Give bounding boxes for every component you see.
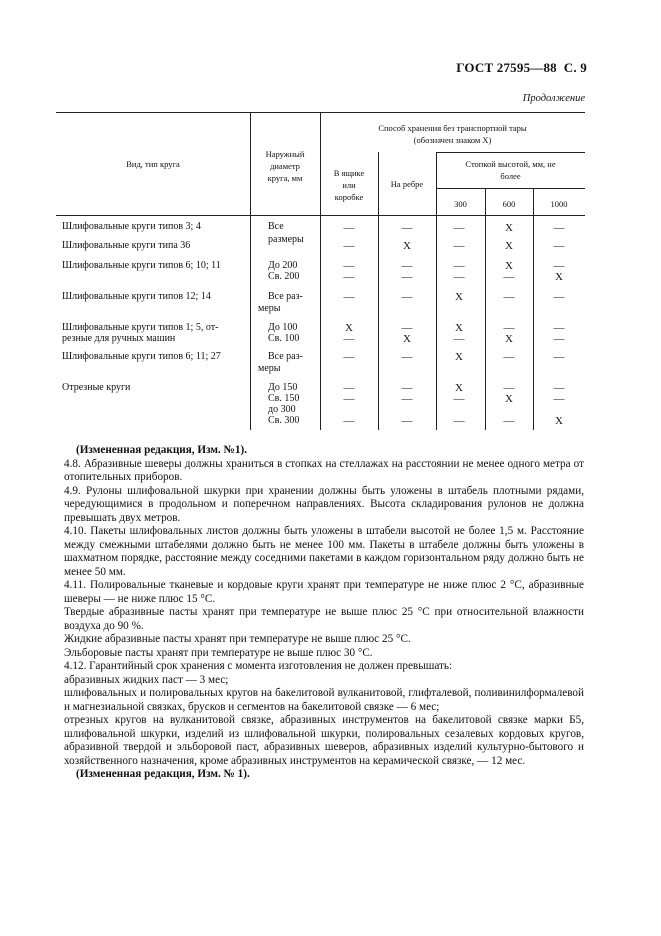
row-5-edge: — <box>401 351 413 363</box>
row-6-edge-0: — <box>401 382 413 394</box>
para-4-11-b: Твердые абразивные пасты хранят при температуре не выше плюс 25 °С при относительной влажности воздуха до 90 %. <box>64 606 584 632</box>
row-0-box: — <box>343 222 355 234</box>
row-2-box-0: — <box>343 260 355 272</box>
row-6-s300-1: — <box>453 393 465 405</box>
row-3-kind: Шлифовальные круги типов 12; 14 <box>62 291 211 302</box>
row-4-s600-1: X <box>505 333 513 345</box>
col-header-stack: Стопкой высотой, мм, не более <box>465 159 556 181</box>
para-4-12-c: отрезных кругов на вулканитовой связке, абразивных инструментов на бакелитовой связке марки Б5, шлифовальной шкурки, изделий из шлифовальной шкурки, полировальных сезалевых кордовых кругов, абразивной твердой и эльборовой паст, абразивных шеверов, абразивных изделий культурно-бытового и хозяйственного назначения, кроме абразивных инструментов на керамической связке, — 12 мес. <box>64 714 584 767</box>
row-5-diam-1: меры <box>258 363 281 374</box>
row-0-kind: Шлифовальные круги типов 3; 4 <box>62 221 201 232</box>
row-2-s1000-1: X <box>555 271 563 283</box>
row-5-kind: Шлифовальные круги типов 6; 11; 27 <box>62 351 221 362</box>
row-0-diam-0: Все <box>268 221 284 232</box>
para-4-9: 4.9. Рулоны шлифовальной шкурки при хранении должны быть уложены в штабель плотными рядами, чередующимися в продольном и поперечном направлениях. Высота складирования рулонов не должна превышать двух метров. <box>64 484 584 524</box>
row-6-s600-0: — <box>503 382 515 394</box>
row-4-kind-1: резные для ручных машин <box>62 333 176 344</box>
row-0-diam-1: размеры <box>268 234 304 245</box>
row-2-s600-1: — <box>503 271 515 283</box>
row-3-edge: — <box>401 291 413 303</box>
row-6-box-3: — <box>343 415 355 427</box>
row-1-kind: Шлифовальные круги типа 36 <box>62 240 191 251</box>
para-4-8: 4.8. Абразивные шеверы должны храниться в стопках на стеллажах на расстоянии не менее одного метра от отопительных приборов. <box>64 457 584 483</box>
row-2-s1000-0: — <box>553 260 565 272</box>
para-4-10: 4.10. Пакеты шлифовальных листов должны быть уложены в штабели высотой не более 1,5 м. Расстояние между смежными штабелями должно быть не менее 100 мм. Пакеты в штабеле должны быть уложены в шахматном порядке, расстояние между соседними пакетами в каждом горизонтальном ряду должно быть не менее 50 мм. <box>64 525 584 578</box>
row-5-diam-0: Все раз- <box>268 351 303 362</box>
storage-table <box>0 0 661 440</box>
row-4-s600-0: — <box>503 322 515 334</box>
row-0-s300: — <box>453 222 465 234</box>
col-header-kind: Вид, тип круга <box>126 159 180 169</box>
row-4-s300-1: — <box>453 333 465 345</box>
row-6-s600-1: X <box>505 393 513 405</box>
row-3-s1000: — <box>553 291 565 303</box>
col-header-edge: На ребре <box>390 179 424 189</box>
body-text <box>64 444 584 782</box>
col-divider-4 <box>436 152 437 430</box>
row-4-diam-1: Св. 100 <box>268 333 300 344</box>
row-5-s600: — <box>503 351 515 363</box>
row-4-box-0: X <box>345 322 353 334</box>
para-4-11-c: Жидкие абразивные пасты хранят при температуре не выше плюс 25 °С. <box>64 633 411 645</box>
col-header-300: 300 <box>454 199 467 209</box>
row-1-edge: X <box>403 240 411 252</box>
col-header-storage: Способ хранения без транспортной тары (обозначен знаком X) <box>378 123 527 145</box>
row-2-s300-1: — <box>453 271 465 283</box>
row-2-edge-0: — <box>401 260 413 272</box>
col-divider-6 <box>533 188 534 430</box>
col-divider-3 <box>378 152 379 430</box>
row-6-diam-1: Св. 150 <box>268 393 300 404</box>
row-4-edge-1: X <box>403 333 411 345</box>
row-6-diam-0: До 150 <box>268 382 298 393</box>
row-0-edge: — <box>401 222 413 234</box>
row-6-edge-3: — <box>401 415 413 427</box>
row-2-s300-0: — <box>453 260 465 272</box>
col-divider-5 <box>485 188 486 430</box>
doc-number: ГОСТ 27595—88 <box>456 60 557 75</box>
col-header-box: В ящике или коробке <box>333 168 365 202</box>
para-4-11: 4.11. Полировальные тканевые и кордовые круги хранят при температуре не ниже плюс 2 °С, абразивные шеверы — не ниже плюс 15 °С. <box>64 579 584 605</box>
row-4-s1000-0: — <box>553 322 565 334</box>
row-2-box-1: — <box>343 271 355 283</box>
row-5-box: — <box>343 351 355 363</box>
header-line-storage <box>436 152 585 153</box>
col-header-diameter: Наружный диаметр круга, мм <box>265 149 305 183</box>
row-6-edge-1: — <box>401 393 413 405</box>
row-4-box-1: — <box>343 333 355 345</box>
row-2-s600-0: X <box>505 260 513 272</box>
row-2-kind: Шлифовальные круги типов 6; 10; 11 <box>62 260 221 271</box>
page-number: С. 9 <box>563 60 587 75</box>
row-1-box: — <box>343 240 355 252</box>
para-4-12-b: шлифовальных и полировальных кругов на бакелитовой вулканитовой, глифталевой, поливинилформалевой и магнезиальной связках, брусков и сегментов на бакелитовой связке — 6 мес; <box>64 687 584 713</box>
row-4-kind-0: Шлифовальные круги типов 1; 5, от- <box>62 322 219 333</box>
row-2-diam-0: До 200 <box>268 260 298 271</box>
row-6-s1000-0: — <box>553 382 565 394</box>
col-header-600: 600 <box>502 199 516 209</box>
row-1-s1000: — <box>553 240 565 252</box>
row-2-edge-1: — <box>401 271 413 283</box>
continuation-label: Продолжение <box>522 93 585 104</box>
para-4-12-a: абразивных жидких паст — 3 мес; <box>64 673 229 686</box>
row-6-s1000-3: X <box>555 415 563 427</box>
row-0-s600: X <box>505 222 513 234</box>
row-6-box-1: — <box>343 393 355 405</box>
row-4-s300-0: X <box>455 322 463 334</box>
edit-note-2: (Измененная редакция, Изм. № 1). <box>76 768 250 780</box>
row-5-s1000: — <box>553 351 565 363</box>
row-6-diam-2: до 300 <box>268 404 296 415</box>
row-3-s600: — <box>503 291 515 303</box>
row-3-diam-0: Все раз- <box>268 291 303 302</box>
row-3-diam-1: меры <box>258 303 281 314</box>
row-6-s600-3: — <box>503 415 515 427</box>
row-3-s300: X <box>455 291 463 303</box>
row-4-s1000-1: — <box>553 333 565 345</box>
row-4-edge-0: — <box>401 322 413 334</box>
para-4-11-d: Эльборовые пасты хранят при температуре не выше плюс 30 °С. <box>64 646 373 659</box>
row-6-kind: Отрезные круги <box>62 382 131 393</box>
col-header-1000: 1000 <box>550 199 568 209</box>
row-6-s300-0: X <box>455 382 463 394</box>
col-divider-2 <box>320 112 321 430</box>
row-6-diam-3: Св. 300 <box>268 415 300 426</box>
row-1-s600: X <box>505 240 513 252</box>
para-4-12: 4.12. Гарантийный срок хранения с момента изготовления не должен превышать: <box>64 660 453 672</box>
row-1-s300: — <box>453 240 465 252</box>
row-2-diam-1: Св. 200 <box>268 271 300 282</box>
header-line-stack <box>436 188 585 189</box>
row-5-s300: X <box>455 351 463 363</box>
row-6-box-0: — <box>343 382 355 394</box>
row-0-s1000: — <box>553 222 565 234</box>
row-6-s300-3: — <box>453 415 465 427</box>
row-4-diam-0: До 100 <box>268 322 298 333</box>
edit-note-1: (Измененная редакция, Изм. №1). <box>76 444 247 456</box>
row-6-s1000-1: — <box>553 393 565 405</box>
row-3-box: — <box>343 291 355 303</box>
